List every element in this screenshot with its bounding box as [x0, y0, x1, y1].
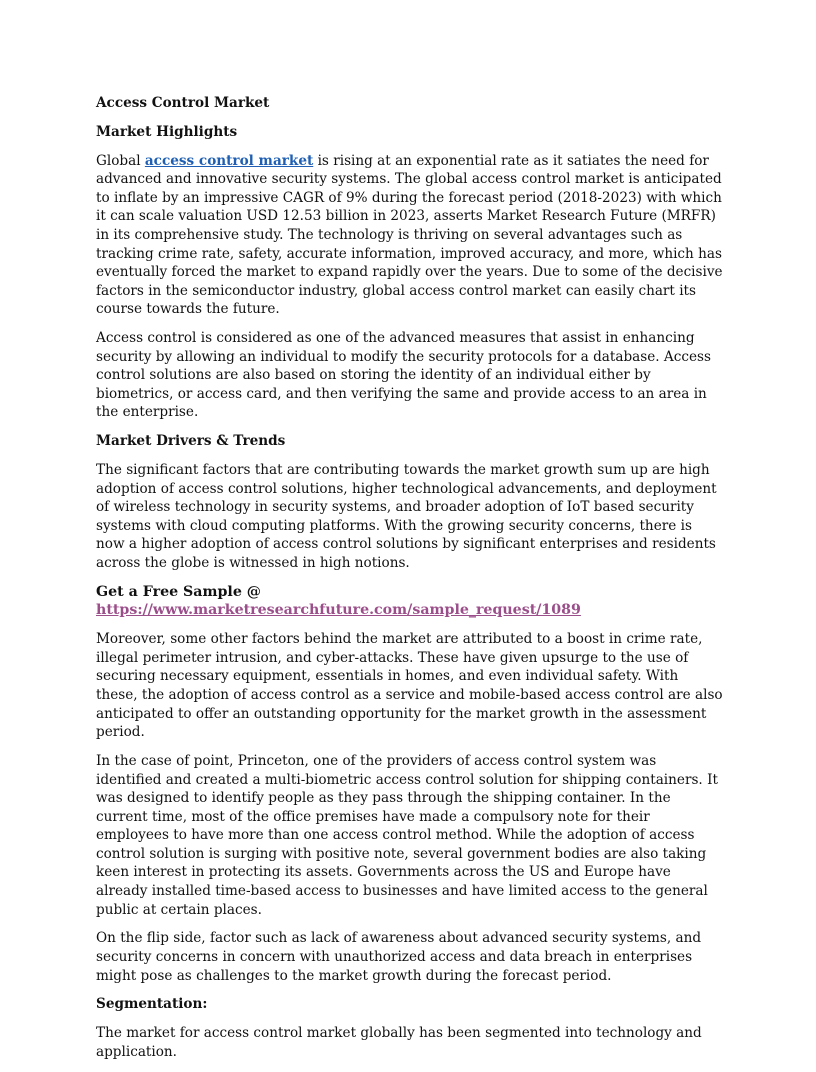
- document-page: [96, 94, 724, 1072]
- drivers-paragraph-4: On the flip side, factor such as lack of awareness about advanced security systems, and security concerns in concern with unauthorized access and data breach in enterprises might pose as challenges to the market growth during the forecast period.: [96, 930, 702, 984]
- market-highlights-heading: Market Highlights: [96, 123, 238, 140]
- highlights-paragraph-2: Access control is considered as one of the advanced measures that assist in enhancing security by allowing an individual to modify the security protocols for a database. Access control solutions are also based on storing the identity of an individual either by biometrics, or access card, and then verifying the same and provide access to an area in the enterprise.: [96, 330, 711, 421]
- drivers-paragraph-2: Moreover, some other factors behind the market are attributed to a boost in crime rate, illegal perimeter intrusion, and cyber-attacks. These have given upsurge to the use of securing necessary equipment, essentials in homes, and even individual safety. With these, the adoption of access control as a service and mobile-based access control are also anticipated to offer an outstanding opportunity for the market growth in the assessment period.: [96, 631, 723, 741]
- drivers-paragraph-3: In the case of point, Princeton, one of the providers of access control system was identified and created a multi-biometric access control solution for shipping containers. It was designed to identify people as they pass through the shipping container. In the current time, most of the office premises have made a compulsory note for their employees to have more than one access control method. While the adoption of access control solution is surging with positive note, several government bodies are also taking keen interest in protecting its assets. Governments across the US and Europe have already installed time-based access to businesses and have limited access to the general public at certain places.: [96, 752, 718, 918]
- drivers-trends-heading: Market Drivers & Trends: [96, 433, 286, 450]
- segmentation-paragraph: The market for access control market globally has been segmented into technology and application.: [96, 1025, 702, 1060]
- highlights-paragraph-1: [96, 152, 724, 319]
- sample-request-link[interactable]: https://www.marketresearchfuture.com/sample_request/1089: [96, 602, 581, 619]
- access-control-market-link[interactable]: access control market: [144, 152, 314, 169]
- document-title: Access Control Market: [96, 95, 270, 111]
- drivers-paragraph-1: The significant factors that are contributing towards the market growth sum up are high adoption of access control solutions, higher technological advancements, and deployment of wireless technology in security systems, and broader adoption of IoT based security systems with cloud computing platforms. With the growing security concerns, there is now a higher adoption of access control solutions by significant enterprises and residents across the globe is witnessed in high notions.: [96, 462, 717, 571]
- highlights-p1-prefix: Global: [96, 152, 145, 169]
- segmentation-heading: Segmentation:: [96, 996, 208, 1013]
- free-sample-label: Get a Free Sample @: [96, 583, 261, 600]
- free-sample-line: [96, 583, 724, 620]
- highlights-p1-suffix: is rising at an exponential rate as it satiates the need for advanced and innovative security systems. The global access control market is anticipated to inflate by an impressive CAGR of 9% during the forecast period (2018-2023) with which it can scale valuation USD 12.53 billion in 2023, asserts Market Research Future (MRFR) in its comprehensive study. The technology is thriving on several advantages such as tracking crime rate, safety, accurate information, improved accuracy, and more, which has eventually forced the market to expand rapidly over the years. Due to some of the decisive factors in the semiconductor industry, global access control market can easily chart its course towards the future.: [96, 152, 723, 318]
